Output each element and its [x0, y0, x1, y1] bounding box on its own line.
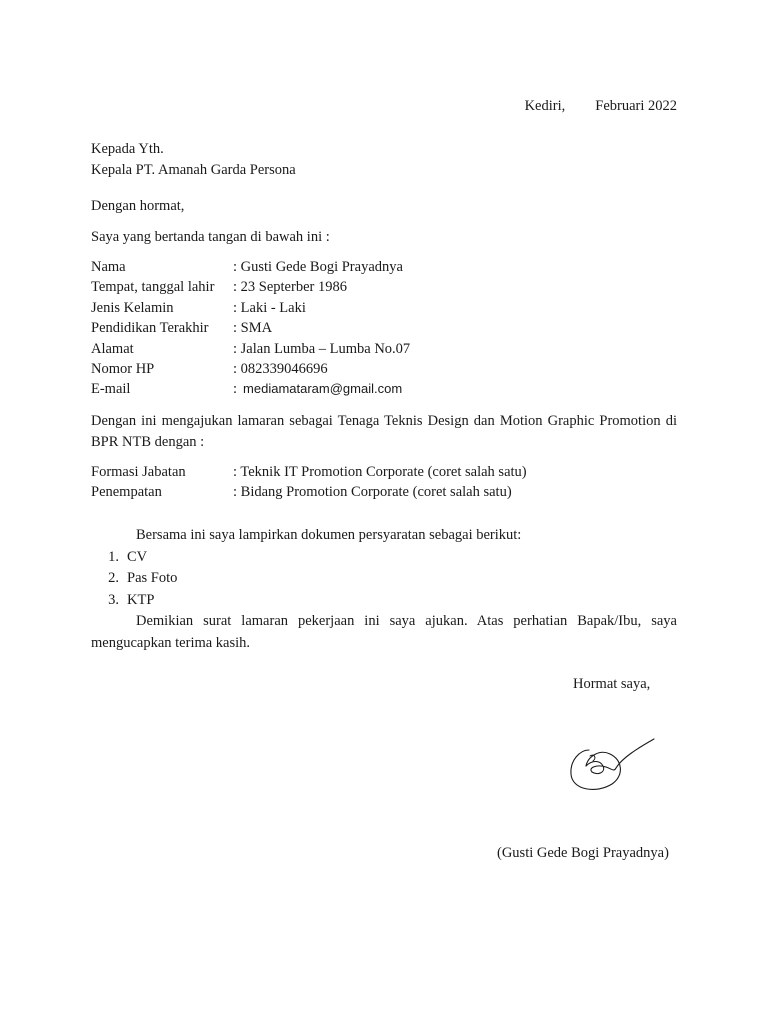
- personal-label: Nama: [91, 259, 126, 275]
- date-month-year: Februari 2022: [595, 98, 677, 114]
- letter-date: [525, 99, 677, 114]
- list-text: KTP: [127, 591, 155, 608]
- intro-text: Saya yang bertanda tangan di bawah ini :: [91, 229, 330, 245]
- position-row: [91, 482, 677, 502]
- position-label: Formasi Jabatan: [91, 464, 186, 480]
- application-text: Dengan ini mengajukan lamaran sebagai Tenaga Teknis Design dan Motion Graphic Promotion di BPR NTB dengan :: [91, 413, 677, 450]
- personal-value: : 23 Septerber 1986: [233, 279, 347, 296]
- signoff: Hormat saya,: [573, 676, 651, 692]
- date-city: Kediri,: [524, 98, 566, 114]
- signature-icon: [566, 736, 661, 798]
- list-number: 2.: [108, 570, 119, 586]
- position-table: [91, 462, 677, 503]
- personal-value: : SMA: [233, 320, 273, 337]
- personal-value: : Gusti Gede Bogi Prayadnya: [233, 259, 403, 275]
- attachments-block: [91, 525, 677, 654]
- personal-label: Jenis Kelamin: [91, 299, 174, 316]
- personal-row: [91, 359, 677, 379]
- personal-label: Tempat, tanggal lahir: [91, 279, 215, 296]
- email-label: E-mail: [91, 381, 131, 398]
- recipient-block: [91, 139, 677, 181]
- list-text: CV: [127, 548, 148, 565]
- personal-label: Nomor HP: [91, 360, 155, 377]
- personal-value: : Jalan Lumba – Lumba No.07: [233, 340, 411, 357]
- personal-row: [91, 277, 677, 297]
- personal-info-table: [91, 257, 677, 400]
- personal-value: : Laki - Laki: [233, 299, 306, 316]
- list-number: 3.: [108, 591, 119, 608]
- list-item: [91, 547, 677, 569]
- personal-label: Pendidikan Terakhir: [91, 320, 209, 337]
- attachments-intro: Bersama ini saya lampirkan dokumen persyaratan sebagai berikut:: [136, 527, 522, 543]
- greeting: Dengan hormat,: [91, 198, 185, 214]
- position-row: [91, 462, 677, 482]
- list-text: Pas Foto: [127, 570, 178, 586]
- personal-value: : 082339046696: [233, 360, 328, 377]
- recipient-line-1: Kepada Yth.: [91, 141, 164, 157]
- personal-row: [91, 298, 677, 318]
- recipient-line-2: Kepala PT. Amanah Garda Persona: [91, 162, 296, 178]
- list-item: [91, 568, 677, 590]
- personal-row: [91, 257, 677, 277]
- list-number: 1.: [108, 548, 119, 565]
- email-colon: :: [233, 381, 238, 398]
- signature-name: (Gusti Gede Bogi Prayadnya): [497, 845, 669, 861]
- personal-row: [91, 339, 677, 359]
- closing-text: Demikian surat lamaran pekerjaan ini saya ajukan. Atas perhatian Bapak/Ibu, saya mengucapkan terima kasih.: [91, 613, 677, 651]
- position-value: : Bidang Promotion Corporate (coret salah satu): [233, 484, 512, 501]
- email-row: [91, 379, 677, 399]
- position-label: Penempatan: [91, 484, 162, 501]
- personal-label: Alamat: [91, 340, 134, 357]
- personal-row: [91, 318, 677, 338]
- email-value: mediamataram@gmail.com: [243, 381, 403, 397]
- list-item: [91, 590, 677, 612]
- position-value: : Teknik IT Promotion Corporate (coret salah satu): [233, 464, 527, 480]
